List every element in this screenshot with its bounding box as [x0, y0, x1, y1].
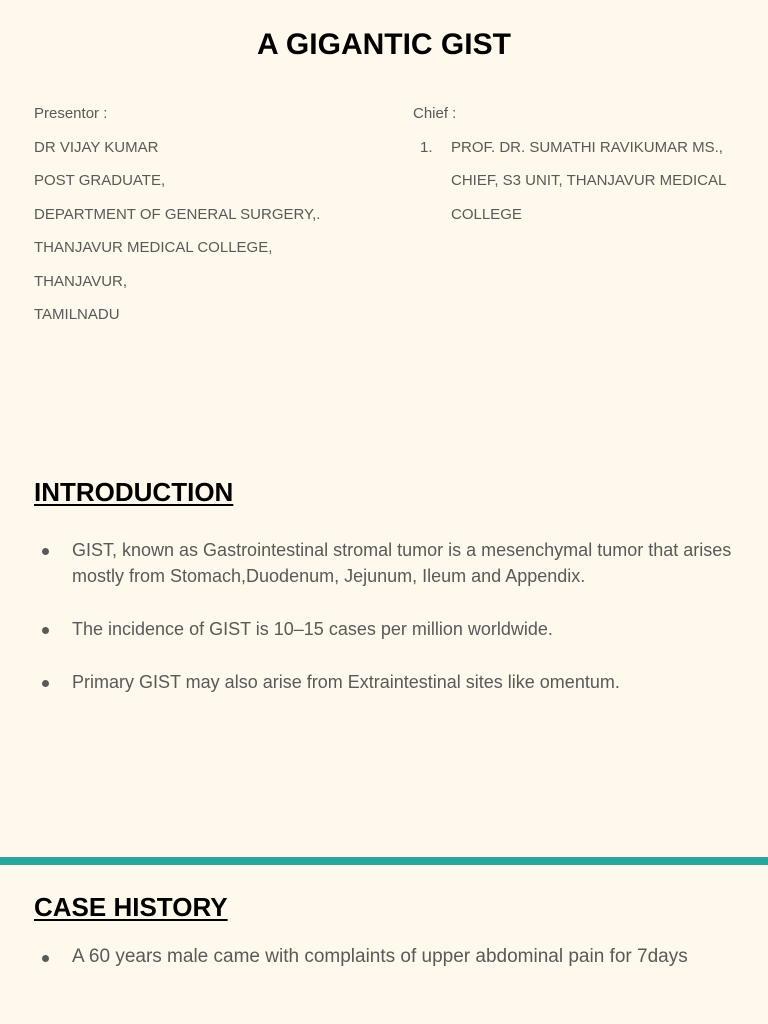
introduction-bullet	[34, 616, 734, 642]
presentor-line: THANJAVUR MEDICAL COLLEGE,	[34, 239, 273, 256]
chief-label: Chief :	[413, 105, 457, 122]
chief-list-number: 1.	[420, 138, 433, 156]
introduction-bullet-list	[34, 537, 734, 722]
presentor-label: Presentor :	[34, 105, 108, 122]
presentor-line: POST GRADUATE,	[34, 172, 166, 189]
bullet-dot-icon	[42, 680, 49, 687]
bullet-text: GIST, known as Gastrointestinal stromal tumor is a mesenchymal tumor that arises mostly from Stomach,Duodenum, Jejunum, Ileum and Appendix.	[72, 540, 732, 586]
presentor-block	[34, 105, 320, 340]
introduction-bullet	[34, 537, 734, 589]
presentor-line: DR VIJAY KUMAR	[34, 138, 159, 156]
bullet-text: The incidence of GIST is 10–15 cases per million worldwide.	[72, 619, 553, 639]
case-history-bullet-list	[34, 942, 734, 972]
bullet-text: Primary GIST may also arise from Extraintestinal sites like omentum.	[72, 672, 620, 692]
presentor-line: DEPARTMENT OF GENERAL SURGERY,.	[34, 205, 321, 223]
presentor-line: TAMILNADU	[34, 306, 120, 323]
chief-line: PROF. DR. SUMATHI RAVIKUMAR MS.,	[451, 138, 723, 156]
chief-line: COLLEGE	[451, 205, 522, 223]
slide-title-heading: A GIGANTIC GIST	[257, 28, 511, 61]
introduction-heading: INTRODUCTION	[34, 477, 234, 507]
slide-case-history	[0, 865, 768, 1024]
case-history-bullet	[34, 942, 734, 972]
presentor-line: THANJAVUR,	[34, 272, 128, 290]
chief-line: CHIEF, S3 UNIT, THANJAVUR MEDICAL	[451, 172, 727, 189]
slide-divider	[0, 857, 768, 865]
bullet-dot-icon	[42, 548, 49, 555]
case-history-heading: CASE HISTORY	[34, 892, 228, 922]
bullet-dot-icon	[42, 955, 49, 962]
introduction-bullet	[34, 669, 734, 695]
bullet-text: A 60 years male came with complaints of upper abdominal pain for 7days	[72, 946, 688, 967]
chief-block	[413, 105, 726, 239]
chief-list-item	[413, 139, 726, 240]
bullet-dot-icon	[42, 627, 49, 634]
